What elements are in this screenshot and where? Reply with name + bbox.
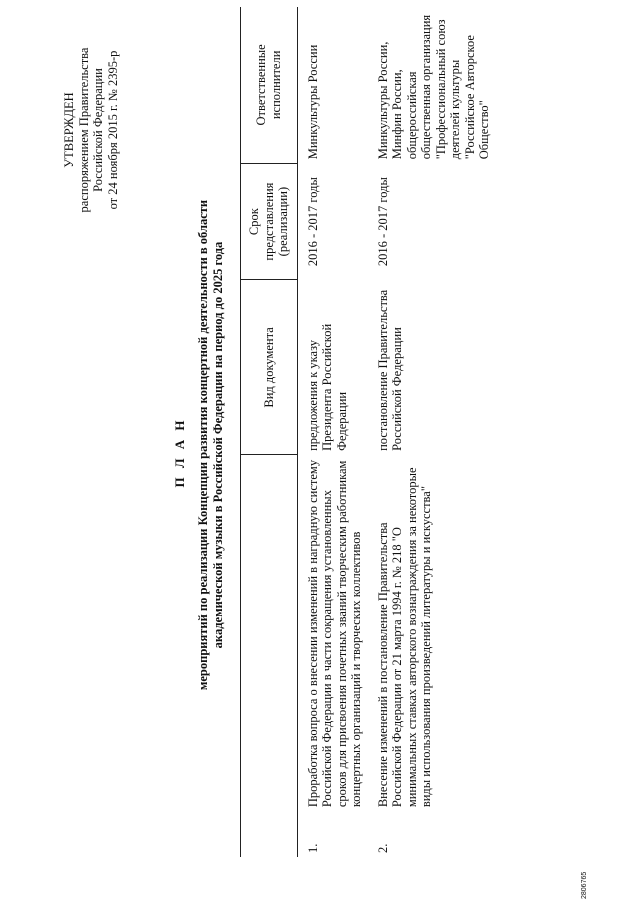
plan-table <box>240 7 496 857</box>
row-executors: Минкультуры России <box>305 44 320 160</box>
approval-line: Российской Федерации <box>91 68 105 192</box>
row-document-type: предложения к указу Президента Российской Федерации <box>305 323 349 451</box>
header-num <box>241 811 298 857</box>
approval-date: от 24 ноября 2015 г. № 2395-р <box>105 50 120 210</box>
header-executors: Ответственные исполнители <box>241 7 298 163</box>
row-number: 1. <box>305 843 320 853</box>
row-executors: Минкультуры России, Минфин России, общероссийская общественная организация "Профессиональный союз деятелей культуры "Российское Авторское Общество" <box>375 14 491 160</box>
header-document-type: Вид документа <box>241 280 298 455</box>
row-term: 2016 - 2017 годы <box>375 177 390 267</box>
table-row <box>297 7 368 857</box>
approval-line: распоряжением Правительства <box>76 47 91 213</box>
approval-stamp <box>62 15 120 245</box>
document-id: 2806765 <box>581 871 588 899</box>
row-document-type: постановление Правительства Российской Федерации <box>375 289 404 451</box>
table-header-row <box>241 7 298 857</box>
header-event <box>241 455 298 811</box>
row-term: 2016 - 2017 годы <box>305 177 320 267</box>
row-number: 2. <box>375 843 390 853</box>
row-event: Проработка вопроса о внесении изменений в наградную систему Российской Федерации в части сокращения установленных сроков для присвоения почетных званий творческим работникам концертных организаций и творческих коллективов <box>305 459 363 808</box>
row-event: Внесение изменений в постановление Правительства Российской Федерации от 21 марта 1994 г. № 218 "О минимальных ставках авторского вознаграждения за некоторые виды использования произведений литературы и искусства" <box>375 467 433 808</box>
subtitle-line: академической музыки в Российской Федерации на период до 2025 года <box>211 241 225 649</box>
header-term: Срок представления (реализации) <box>241 163 298 280</box>
table-row <box>368 7 496 857</box>
page-title: П Л А Н <box>172 417 187 488</box>
page-subtitle <box>196 105 226 785</box>
subtitle-line: мероприятий по реализации Концепции развития концертной деятельности в области <box>196 199 210 691</box>
approval-title: УТВЕРЖДЕН <box>62 92 76 168</box>
